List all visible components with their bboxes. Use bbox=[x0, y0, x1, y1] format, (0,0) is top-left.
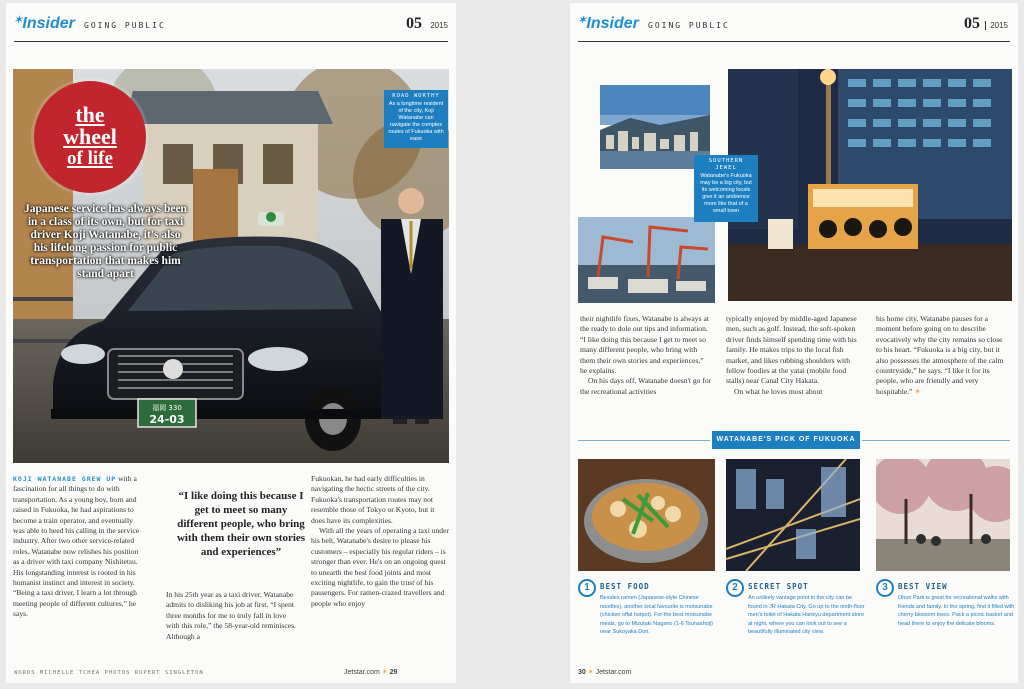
article-column-3 bbox=[311, 474, 449, 609]
standfirst: Japanese service has always been in a class of its own, but for taxi driver Koji Watanabe, it's also his lifelong passion for public transportation that makes him stand apart bbox=[24, 203, 187, 280]
paragraph: his home city, Watanabe pauses for a moment before going on to describe evocatively why the city remains so close to his heart. “Fukuoka is a big city, but it also possesses the atmosphere of the calm countryside,” he says. “I like it for its people, who are friendly and very hospitable.” ✶ bbox=[876, 314, 1004, 396]
pick-title: SECRET SPOT bbox=[748, 582, 809, 591]
page-number: 30 bbox=[578, 669, 586, 676]
pick-title: BEST VIEW bbox=[898, 582, 948, 591]
star-icon: ✶ bbox=[578, 15, 587, 26]
issue-year: 2015 bbox=[430, 21, 448, 30]
caption-kicker: ROAD WORTHY bbox=[392, 93, 440, 99]
title-roundel bbox=[34, 81, 146, 193]
pick-text: An unlikely vantage point in the city can be found in JR Hakata City. Go up to the ninth-floor men's toilet of Hakata Hankyu department store at night, where you can look out to see a beautifully illuminated city view. bbox=[748, 595, 865, 635]
pull-quote: “I like doing this because I get to meet so many different people, who bring with them their own stories and experiences” bbox=[176, 490, 306, 558]
right-page bbox=[570, 3, 1018, 683]
park-photo bbox=[876, 459, 1010, 571]
footer-site: Jetstar.com bbox=[344, 669, 380, 676]
article-column-1 bbox=[13, 474, 143, 620]
star-icon: ✶ bbox=[587, 669, 594, 676]
pick-title: BEST FOOD bbox=[600, 582, 650, 591]
article-column-1 bbox=[580, 314, 712, 397]
page-number: 29 bbox=[389, 669, 398, 676]
photo-caption bbox=[694, 155, 758, 222]
title-line-2: wheel bbox=[63, 124, 117, 149]
plate-line2: 24-03 bbox=[149, 413, 185, 426]
paragraph: On what he loves most about bbox=[734, 386, 823, 396]
article-column-2 bbox=[166, 590, 301, 642]
title-line-3: of life bbox=[67, 148, 113, 169]
pick-text: Ohori Park is great for recreational walks with friends and family. In the spring, find it filled with cherry blossom trees. Pack a picnic basket and head there to enjoy the delicate blooms. bbox=[898, 595, 1015, 627]
paragraph: With all the years of operating a taxi under his belt, Watanabe's desire to please his customers – especially his regular riders – is stronger than ever. He's on an ongoing quest to unearth the best food joints and most exciting nightlife, to gain the trust of his passengers. For ramen-crazed travellers and people who enjoy bbox=[311, 526, 450, 608]
pick-number: 3 bbox=[876, 579, 894, 597]
photo-caption bbox=[384, 90, 448, 148]
food-photo bbox=[578, 459, 715, 571]
page-footer bbox=[344, 668, 397, 676]
section-title: GOING PUBLIC bbox=[84, 21, 166, 30]
star-icon: ✶ bbox=[14, 15, 23, 26]
picks-heading: WATANABE'S PICK OF FUKUOKA bbox=[712, 431, 860, 449]
pick-text: Besides ramen (Japanese-style Chinese noodles), another local favourite is motsunabe (chicken offal hotpot). For the best motsunabe meals, go to Mizutaki Nagano (1-6 Tsunashoji) near Sukoyaka Dori. bbox=[600, 595, 714, 635]
section-title: GOING PUBLIC bbox=[648, 21, 730, 30]
caption-kicker: SOUTHERN JEWEL bbox=[708, 158, 744, 171]
plate-line1: 福岡 330 bbox=[152, 404, 182, 412]
article-column-3 bbox=[876, 314, 1010, 397]
paragraph: their nightlife fixes, Watanabe is always at the ready to dole out tips and information. “I like doing this because I get to meet so many different people, who bring with them their own stories and experiences,” he explains. bbox=[580, 314, 709, 376]
paragraph: Fukuokan, he had early difficulties in navigating the hectic streets of the city. Fukuoka's transportation routes may not resemble those of Tokyo or Kyoto, but it does have its complexities. bbox=[311, 474, 435, 525]
divider bbox=[578, 440, 710, 441]
caption-text: As a longtime resident of the city, Koji Watanabe can navigate the complex routes of Fukuoka with ease bbox=[388, 101, 444, 142]
star-icon: ✶ bbox=[914, 386, 921, 396]
left-page bbox=[6, 3, 456, 683]
page-header bbox=[578, 12, 1010, 42]
paragraph: KOJI WATANABE GREW UP with a fascination for all things to do with transportation. As a young boy, born and raised in Fukuoka, he had aspirations to become a train operator, and eventually was able to heed his calling in the service industry. After two other service-related roles, Watanabe now relishes his position as a driver with taxi company Nishitetsu. His longstanding interest is rooted in his humanist instinct and interest in society. “Being a taxi driver, I learn a lot through meeting people of different cultures,” he says. bbox=[13, 474, 140, 619]
harbour-photo bbox=[578, 217, 715, 303]
page-footer bbox=[578, 668, 631, 676]
caption-text: Watanabe's Fukuoka may be a big city, but its welcoming locals give it an ambience more like that of a small town bbox=[700, 173, 752, 214]
issue-number: 05 bbox=[406, 15, 422, 32]
pick-number: 1 bbox=[578, 579, 596, 597]
article-column-2 bbox=[726, 314, 862, 397]
page-header bbox=[14, 12, 448, 42]
pick-number: 2 bbox=[726, 579, 744, 597]
city-night-photo bbox=[726, 459, 860, 571]
paragraph: In his 25th year as a taxi driver, Watanabe admits to disliking his job at first. “I spent three months for me to truly fall in love with this role,” the 58-year-old reminisces. Although a bbox=[166, 590, 296, 641]
article-kicker: KOJI WATANABE GREW UP bbox=[13, 475, 117, 483]
brand-logo: ✶Insider bbox=[578, 15, 639, 32]
divider bbox=[862, 440, 1010, 441]
issue-number: 05 bbox=[964, 15, 980, 32]
brand-logo: ✶Insider bbox=[14, 15, 75, 32]
issue-year: 2015 bbox=[985, 21, 1008, 30]
title-line-1: the bbox=[75, 102, 105, 127]
paragraph: typically enjoyed by middle-aged Japanese men, such as golf. Instead, the soft-spoken driver finds himself spending time with his family. He makes trips to the local fish market, and likes rubbing shoulders with fellow foodies at the yatai (mobile food stalls) near Canal City Hakata. bbox=[726, 314, 857, 386]
photo-credit: WORDS MICHELLE TCHEA PHOTOS RUPERT SINGLETON bbox=[14, 670, 204, 676]
hero-photo bbox=[13, 69, 449, 463]
night-market-photo bbox=[728, 69, 1012, 301]
footer-site: Jetstar.com bbox=[595, 669, 632, 676]
star-icon: ✶ bbox=[381, 669, 388, 676]
paragraph: On his days off, Watanabe doesn't go for the recreational activities bbox=[580, 376, 712, 396]
